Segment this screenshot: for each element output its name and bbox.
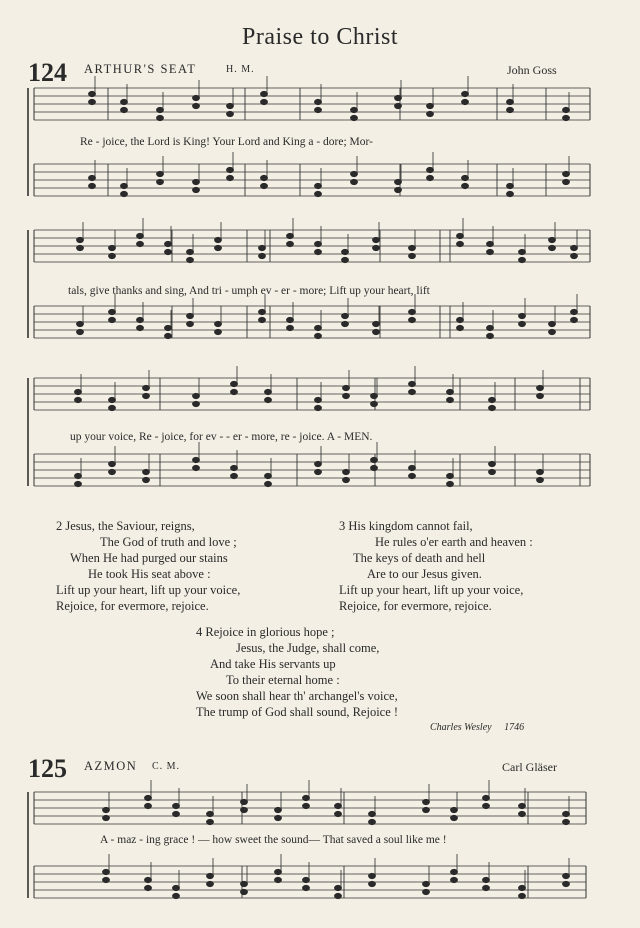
verse-4-line: And take His servants up xyxy=(210,657,336,671)
lyrics-124-line-3: up your voice, Re - joice, for ev - - er - more, re - joice. A - MEN. xyxy=(70,431,373,443)
verse-4-line: We soon shall hear th' archangel's voice, xyxy=(196,689,398,703)
meter-125: C. M. xyxy=(152,761,181,772)
verse-2-line: He took His seat above : xyxy=(88,567,211,581)
composer-124: John Goss xyxy=(507,63,557,77)
verse-3-line: Are to our Jesus given. xyxy=(367,567,482,581)
verse-2-line: 2 Jesus, the Saviour, reigns, xyxy=(56,519,195,533)
author-name: Charles Wesley xyxy=(430,722,492,733)
verse-4-line: 4 Rejoice in glorious hope ; xyxy=(196,625,335,639)
attribution-year: 1746 xyxy=(504,722,525,733)
verse-2-line: When He had purged our stains xyxy=(70,551,228,565)
verse-2-line: Lift up your heart, lift up your voice, xyxy=(56,583,241,597)
verse-4-line: The trump of God shall sound, Rejoice ! xyxy=(196,705,399,719)
verse-3-line: The keys of death and hell xyxy=(353,551,486,565)
verse-4-line: Jesus, the Judge, shall come, xyxy=(236,641,380,655)
lyrics-124-line-1: Re - joice, the Lord is King! Your Lord and King a - dore; Mor- xyxy=(80,136,373,148)
verse-3 xyxy=(339,518,533,614)
verse-2-line: The God of truth and love ; xyxy=(100,535,237,549)
meter-124: H. M. xyxy=(226,64,255,75)
hymn-number-124: 124 xyxy=(28,58,67,87)
lyrics-124-line-2: tals, give thanks and sing, And tri - umph ev - er - more; Lift up your heart, lift xyxy=(68,285,430,297)
tune-name-125: AZMON xyxy=(84,759,138,773)
attribution xyxy=(430,722,524,733)
hymn-number-125: 125 xyxy=(28,754,67,783)
page-title: Praise to Christ xyxy=(242,24,398,50)
tune-name-124: ARTHUR'S SEAT xyxy=(84,62,197,76)
verse-3-line: Rejoice, for evermore, rejoice. xyxy=(339,599,492,613)
composer-125: Carl Gläser xyxy=(502,760,557,774)
verse-4-line: To their eternal home : xyxy=(226,673,340,687)
verse-4 xyxy=(196,624,398,720)
verse-2 xyxy=(56,518,240,614)
verse-2-line: Rejoice, for evermore, rejoice. xyxy=(56,599,209,613)
lyrics-125-line-1: A - maz - ing grace ! — how sweet the sound— That saved a soul like me ! xyxy=(100,834,447,846)
verse-3-line: He rules o'er earth and heaven : xyxy=(375,535,533,549)
verse-3-line: Lift up your heart, lift up your voice, xyxy=(339,583,524,597)
verse-3-line: 3 His kingdom cannot fail, xyxy=(339,519,473,533)
